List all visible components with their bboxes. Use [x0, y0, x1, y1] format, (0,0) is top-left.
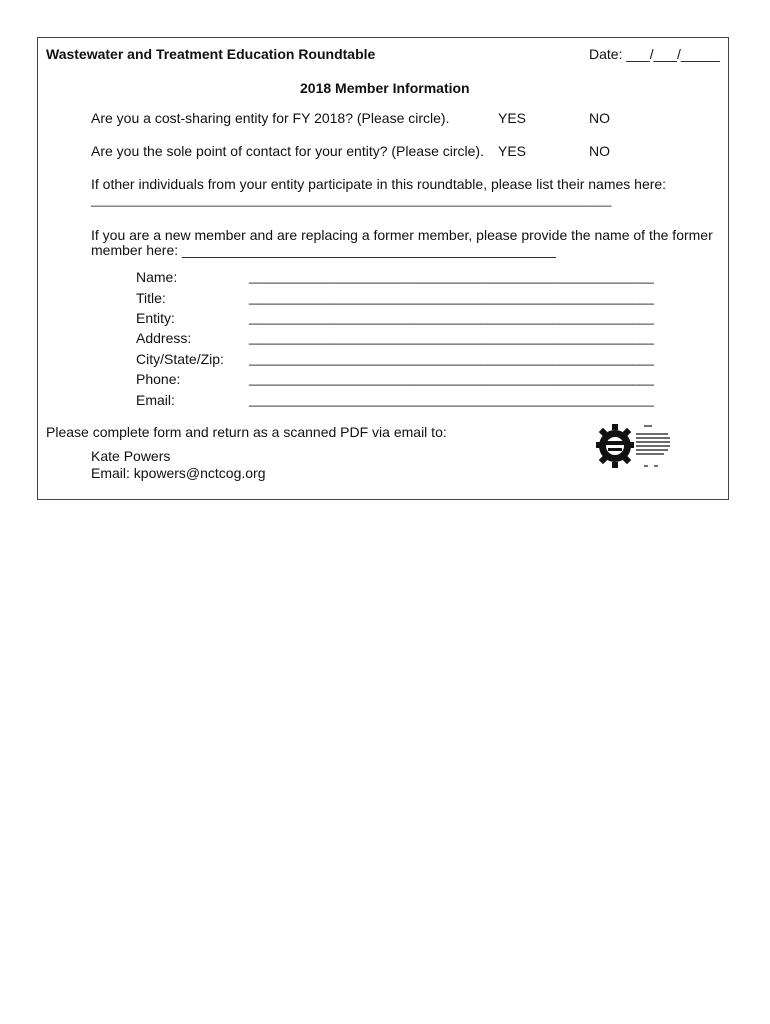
contact-email[interactable]: Email: kpowers@nctcog.org: [91, 465, 266, 481]
field-label-address: Address:: [136, 330, 192, 346]
answer-no-cost-sharing[interactable]: NO: [589, 110, 610, 126]
answer-yes-cost-sharing[interactable]: YES: [498, 110, 527, 126]
field-label-name: Name:: [136, 269, 178, 285]
field-label-title: Title:: [136, 290, 166, 306]
date-field: Date: ___/___/_____: [589, 46, 720, 62]
form-subtitle: 2018 Member Information: [300, 80, 470, 96]
return-instructions: Please complete form and return as a scanned PDF via email to:: [46, 424, 447, 440]
contact-name: Kate Powers: [91, 448, 171, 464]
form-title: Wastewater and Treatment Education Roundtable: [46, 46, 376, 62]
field-line-email[interactable]: ________________________________________________________: [249, 392, 654, 407]
answer-no-sole-contact[interactable]: NO: [589, 143, 610, 159]
question-sole-contact: Are you the sole point of contact for your entity? (Please circle).: [91, 143, 484, 159]
field-line-phone[interactable]: ________________________________________________________: [249, 371, 654, 386]
gear-logo-icon: [592, 420, 672, 472]
other-individuals-prompt: If other individuals from your entity participate in this roundtable, please list their names here:: [91, 176, 667, 192]
field-line-title[interactable]: ________________________________________________________: [249, 290, 654, 305]
field-line-city-state-zip[interactable]: ________________________________________________________: [249, 351, 654, 366]
field-label-entity: Entity:: [136, 310, 175, 326]
field-line-entity[interactable]: ________________________________________________________: [249, 310, 654, 325]
former-member-prompt: If you are a new member and are replacing a former member, please provide the name of the former: [91, 227, 713, 243]
answer-yes-sole-contact[interactable]: YES: [498, 143, 527, 159]
former-member-line[interactable]: member here: ________________________________________________: [91, 242, 556, 258]
field-label-city-state-zip: City/State/Zip:: [136, 351, 224, 367]
field-line-address[interactable]: ________________________________________________________: [249, 330, 654, 345]
field-label-email: Email:: [136, 392, 175, 408]
other-individuals-line[interactable]: ______________________________________________________________________________: [91, 193, 612, 207]
field-line-name[interactable]: ________________________________________________________: [249, 269, 654, 284]
field-label-phone: Phone:: [136, 371, 181, 387]
question-cost-sharing: Are you a cost-sharing entity for FY 2018? (Please circle).: [91, 110, 450, 126]
